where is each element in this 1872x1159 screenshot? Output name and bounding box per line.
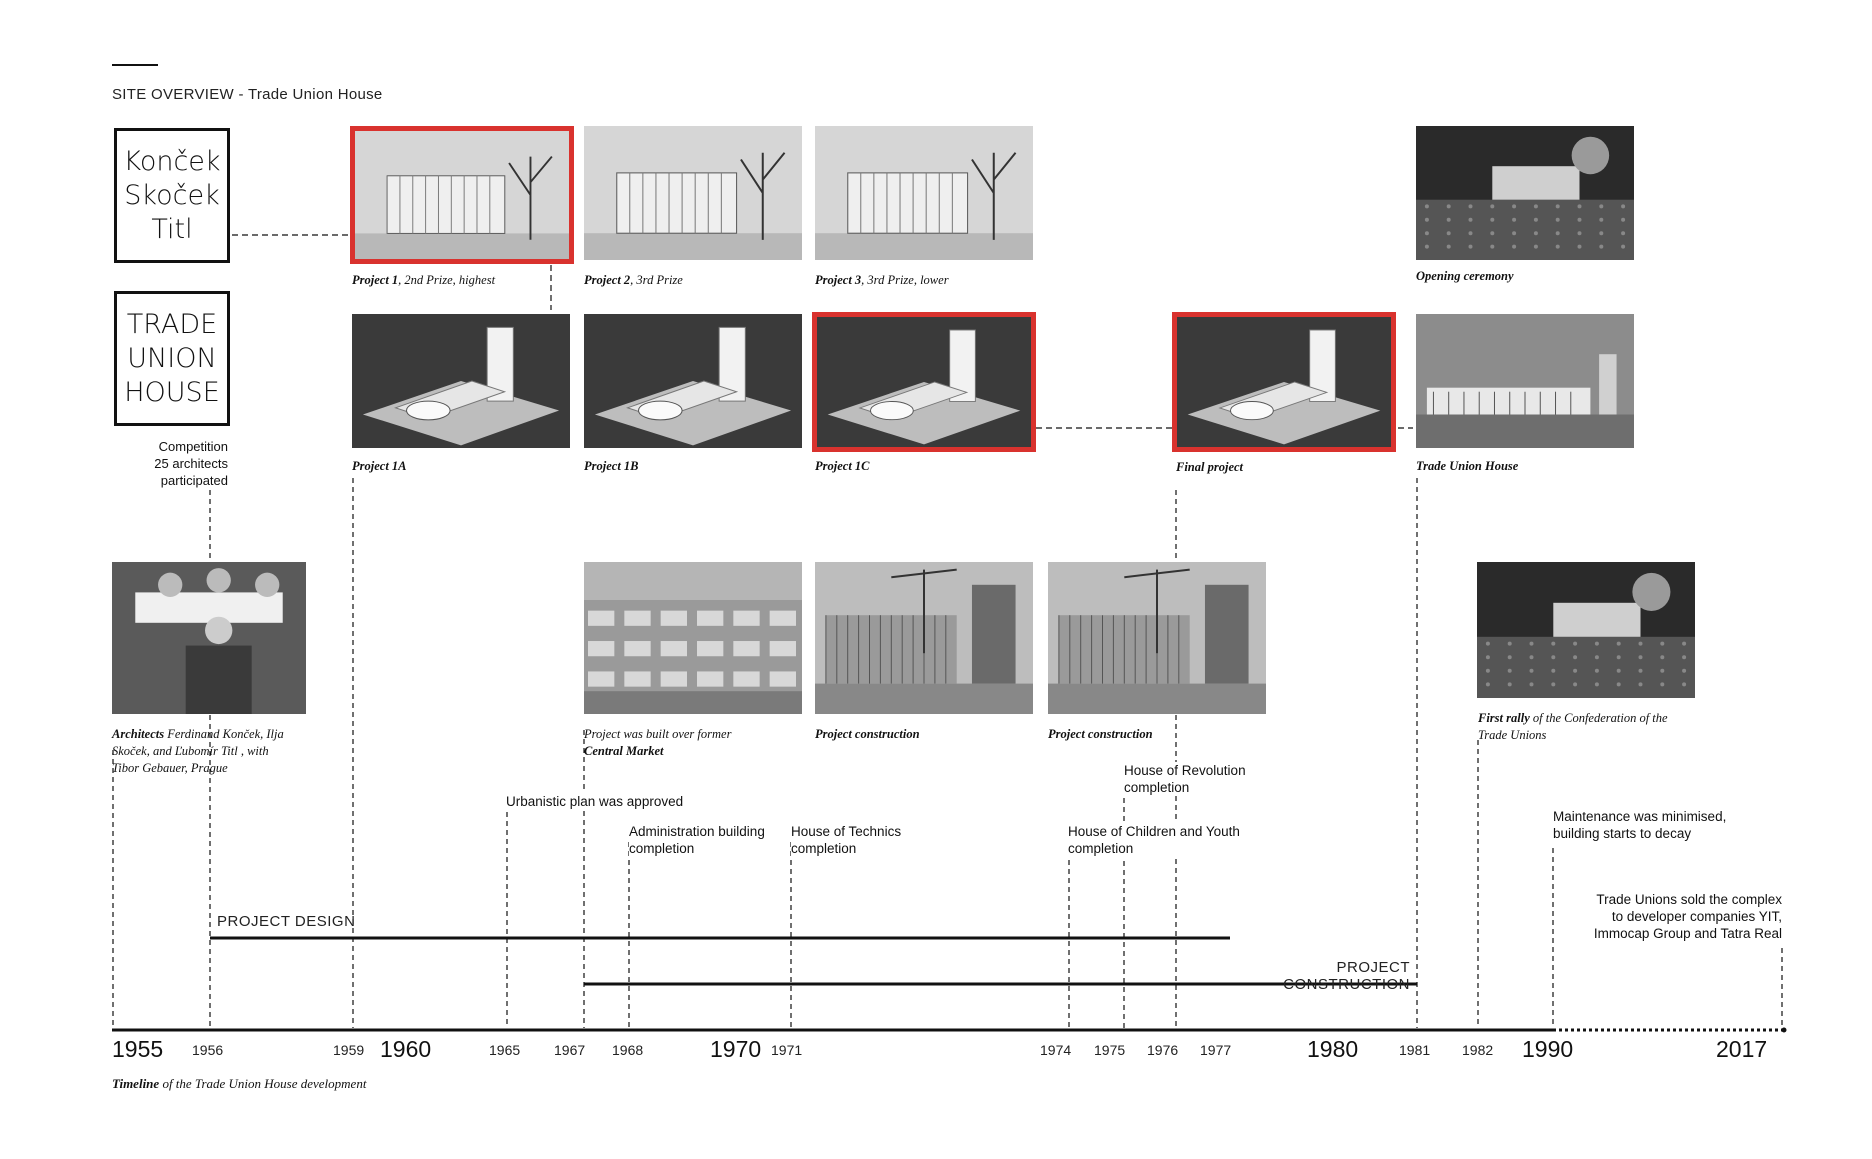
tick-label-1959: 1959	[333, 1042, 365, 1058]
caption-final	[1176, 459, 1243, 476]
caption-label: Project 2	[584, 273, 631, 287]
tick-label-1971: 1971	[771, 1042, 803, 1058]
market-photo-icon	[584, 562, 802, 714]
portrait-photo-icon	[112, 562, 306, 714]
caption-label: Project 1A	[352, 459, 407, 473]
note-house-of-children-youth: House of Children and Youth completion	[1068, 824, 1240, 856]
photo-arch	[112, 562, 306, 714]
caption-const2	[1048, 726, 1153, 743]
caption-label: Central Market	[584, 744, 664, 758]
tick-label-1976: 1976	[1147, 1042, 1179, 1058]
tick-label-1965: 1965	[489, 1042, 521, 1058]
building-photo-icon	[1416, 314, 1634, 448]
caption-p1a	[352, 458, 407, 475]
tick-label-1981: 1981	[1399, 1042, 1431, 1058]
photo-rally	[1477, 562, 1695, 698]
tick-label-1968: 1968	[612, 1042, 644, 1058]
photo-p1c	[812, 312, 1036, 452]
model-photo-icon	[1177, 317, 1391, 447]
note-maintenance-minimised: Maintenance was minimised, building starts to decay	[1553, 809, 1727, 841]
tick-label-1990: 1990	[1522, 1036, 1574, 1062]
caption-text: , 3rd Prize	[630, 273, 683, 287]
caption-label: Project 1	[352, 273, 399, 287]
caption-p3	[815, 272, 949, 289]
caption-open	[1416, 268, 1514, 285]
timeline-caption	[112, 1076, 366, 1092]
caption-label: Project construction	[1048, 727, 1153, 741]
photo-final	[1172, 312, 1396, 452]
tick-label-1982: 1982	[1462, 1042, 1494, 1058]
caption-label: Project 3	[815, 273, 862, 287]
project-design-label: PROJECT DESIGN	[217, 913, 356, 930]
caption-label: Project 1B	[584, 459, 639, 473]
tick-label-2017: 2017	[1716, 1036, 1768, 1062]
building-drawing-icon	[584, 126, 802, 260]
caption-rally	[1478, 710, 1668, 744]
caption-market	[584, 726, 731, 760]
caption-p1c	[815, 458, 870, 475]
caption-tuh	[1416, 458, 1518, 475]
project-construction-label: PROJECT CONSTRUCTION	[1283, 959, 1410, 993]
caption-label: Opening ceremony	[1416, 269, 1514, 283]
photo-p1a	[352, 314, 570, 448]
tick-label-1974: 1974	[1040, 1042, 1072, 1058]
photo-p3	[815, 126, 1033, 260]
timeline-caption-bold: Timeline	[112, 1076, 160, 1091]
page-title: SITE OVERVIEW - Trade Union House	[112, 86, 383, 103]
tick-label-1980: 1980	[1307, 1036, 1359, 1062]
architects-names: Konček Skoček Titl	[123, 145, 221, 245]
caption-text: Ferdinand Konček, Ilja Skoček, and Ľubomír Titl , with Tibor Gebauer, Prague	[112, 727, 284, 775]
construction-photo-icon	[815, 562, 1033, 714]
tick-label-1970: 1970	[710, 1036, 762, 1062]
caption-p1	[352, 272, 495, 289]
note-complex-sold: Trade Unions sold the complex to developer companies YIT, Immocap Group and Tatra Real	[1556, 891, 1782, 942]
caption-label: Trade Union House	[1416, 459, 1519, 473]
tick-label-1977: 1977	[1200, 1042, 1232, 1058]
competition-note: Competition 25 architects participated	[154, 439, 228, 488]
caption-label: Project 1C	[815, 459, 870, 473]
model-photo-icon	[584, 314, 802, 448]
caption-label: Architects	[112, 727, 165, 741]
photo-p1	[350, 126, 574, 264]
note-urbanistic-plan: Urbanistic plan was approved	[506, 794, 684, 809]
caption-p1b	[584, 458, 639, 475]
photo-tuh	[1416, 314, 1634, 448]
caption-arch	[112, 726, 284, 777]
model-photo-icon	[352, 314, 570, 448]
caption-p2	[584, 272, 683, 289]
tick-label-1955: 1955	[112, 1036, 164, 1062]
trade-union-house-title: TRADE UNION HOUSE	[124, 308, 220, 408]
construction-photo-icon	[1048, 562, 1266, 714]
auditorium-photo-icon	[1416, 126, 1634, 260]
caption-label: Project construction	[815, 727, 920, 741]
photo-p2	[584, 126, 802, 260]
tick-label-1967: 1967	[554, 1042, 586, 1058]
note-administration-building: Administration building completion	[629, 824, 765, 856]
caption-text: , 2nd Prize, highest	[398, 273, 496, 287]
photo-const1	[815, 562, 1033, 714]
timeline-caption-rest: of the Trade Union House development	[159, 1076, 367, 1091]
caption-label: Final project	[1176, 460, 1244, 474]
tick-label-1960: 1960	[380, 1036, 432, 1062]
photo-open	[1416, 126, 1634, 260]
building-drawing-icon	[355, 131, 569, 259]
timeline-end-dot	[1782, 1028, 1787, 1033]
caption-text: of the Confederation of the Trade Unions	[1478, 711, 1668, 742]
caption-const1	[815, 726, 920, 743]
note-house-of-technics: House of Technics completion	[791, 824, 902, 856]
photo-market	[584, 562, 802, 714]
caption-label: First rally	[1478, 711, 1530, 725]
caption-text: , 3rd Prize, lower	[861, 273, 949, 287]
building-drawing-icon	[815, 126, 1033, 260]
model-photo-icon	[817, 317, 1031, 447]
caption-text: Project was built over former	[584, 727, 732, 741]
tick-label-1975: 1975	[1094, 1042, 1126, 1058]
photo-const2	[1048, 562, 1266, 714]
note-house-of-revolution: House of Revolution completion	[1124, 763, 1246, 795]
tick-label-1956: 1956	[192, 1042, 224, 1058]
photo-p1b	[584, 314, 802, 448]
auditorium-photo-icon	[1477, 562, 1695, 698]
